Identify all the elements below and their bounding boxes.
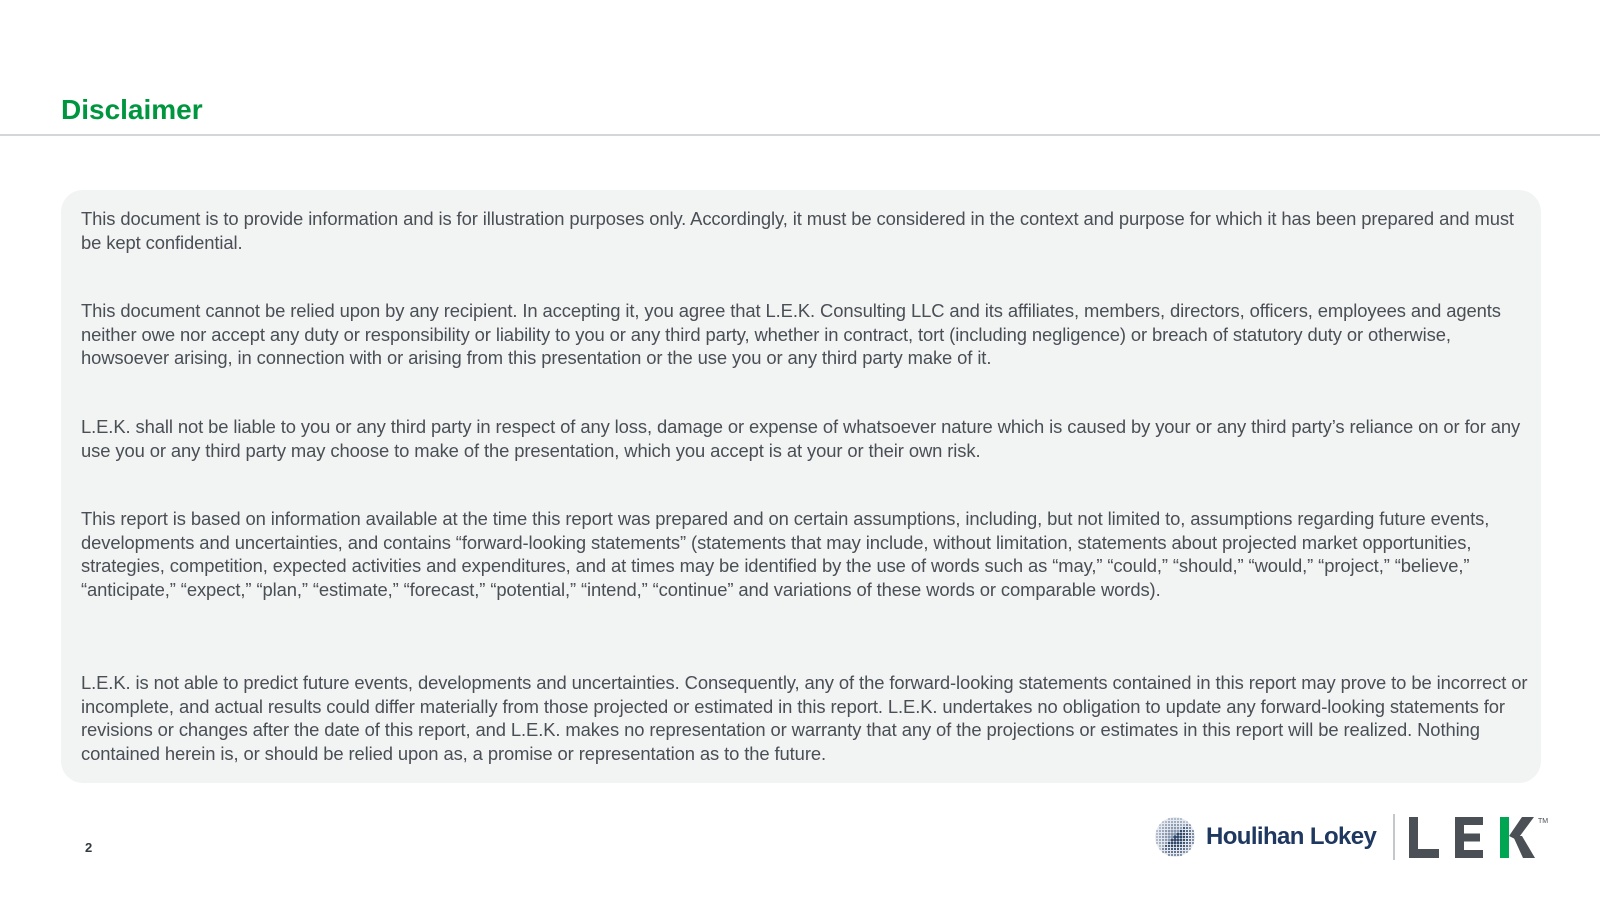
globe-dot (1174, 851, 1176, 853)
globe-dot (1180, 824, 1182, 826)
globe-dot (1159, 842, 1161, 844)
globe-dot (1165, 845, 1167, 847)
globe-dot (1186, 845, 1188, 847)
globe-dot (1171, 818, 1173, 820)
globe-dot (1168, 842, 1171, 845)
globe-dot-grid (1155, 817, 1195, 857)
disclaimer-paragraph-3: L.E.K. shall not be liable to you or any third party in respect of any loss, damage or expense of whatsoever nature which is caused by your or any third party’s reliance on or for any use you or any third party may choose to make of the presentation, which you accept is at your or their own risk. (81, 416, 1521, 461)
footer-logos (1154, 810, 1554, 866)
globe-dot (1168, 836, 1171, 839)
globe-dot (1189, 848, 1191, 850)
globe-dot (1159, 836, 1161, 838)
globe-dot (1183, 845, 1185, 847)
globe-dot (1180, 842, 1183, 845)
globe-dot (1165, 848, 1167, 850)
globe-dot (1186, 833, 1188, 835)
globe-dot (1186, 842, 1188, 844)
globe-dot (1162, 827, 1164, 829)
globe-dot (1171, 839, 1174, 842)
globe-dot (1183, 827, 1185, 829)
globe-dot (1171, 827, 1173, 829)
disclaimer-paragraph-2: This document cannot be relied upon by any recipient. In accepting it, you agree that L.E.K. Consulting LLC and its affiliates, members, directors, officers, employees and agents neither owe nor accept any duty or responsibility or liability to you or any third party, whether in contract, tort (including negligence) or breach of statutory duty or otherwise, howsoever arising, in connection with or arising from this presentation or the use you or any third party make of it. (81, 300, 1501, 369)
globe-dot (1180, 821, 1182, 823)
globe-dot (1171, 830, 1174, 833)
globe-dot (1189, 845, 1191, 847)
globe-dot (1180, 851, 1182, 853)
globe-dot (1189, 842, 1191, 844)
globe-dot (1168, 818, 1170, 820)
globe-dot (1180, 818, 1182, 820)
globe-dot (1171, 854, 1173, 856)
globe-dot (1174, 833, 1177, 836)
globe-dot (1177, 851, 1179, 853)
globe-dot (1183, 824, 1185, 826)
globe-dot (1189, 833, 1191, 835)
lek-letter-k-stem (1500, 817, 1509, 858)
globe-dot (1183, 830, 1185, 832)
globe-dot (1174, 818, 1176, 820)
globe-dot (1189, 824, 1191, 826)
globe-dot (1156, 839, 1158, 841)
globe-dot (1183, 833, 1185, 835)
globe-dot (1189, 827, 1191, 829)
globe-dot (1180, 836, 1183, 839)
globe-dot (1186, 824, 1188, 826)
globe-dot (1174, 824, 1176, 826)
lek-logo-icon (1409, 814, 1559, 862)
globe-dot (1168, 845, 1170, 847)
disclaimer-paragraph-4: This report is based on information available at the time this report was prepared and on certain assumptions, including, but not limited to, assumptions regarding future events, developments and uncertainties, and contains “forward-looking statements” (statements that may include, without limitation, statements about projected market opportunities, strategies, competition, expected activities and expenditures, and at times may be identified by the use of words such as “may,” “could,” “should,” “would,” “project,” “believe,” “anticipate,” “expect,” “plan,” “estimate,” “forecast,” “potential,” “intend,” “continue” and variations of these words or comparable words). (81, 508, 1490, 601)
globe-dot (1168, 854, 1170, 856)
lek-letter-e-bottom (1455, 850, 1483, 858)
globe-dot (1174, 848, 1176, 850)
globe-dot (1192, 830, 1194, 832)
globe-dot (1180, 830, 1183, 833)
globe-dot (1165, 836, 1167, 838)
globe-dot (1165, 839, 1167, 841)
globe-dot (1189, 830, 1191, 832)
globe-dot (1174, 845, 1176, 847)
globe-dot (1171, 842, 1174, 845)
page-number: 2 (85, 840, 93, 855)
globe-dot (1171, 848, 1173, 850)
globe-dot (1174, 821, 1176, 823)
globe-dot (1189, 836, 1191, 838)
globe-dot (1174, 854, 1176, 856)
globe-dot (1171, 833, 1174, 836)
globe-dot (1162, 851, 1164, 853)
globe-dot (1171, 824, 1173, 826)
globe-dot (1168, 851, 1170, 853)
globe-dot (1174, 839, 1177, 842)
globe-dot (1162, 845, 1164, 847)
globe-dot (1165, 827, 1167, 829)
globe-dot (1177, 824, 1179, 826)
globe-dot (1168, 833, 1171, 836)
globe-dot (1159, 830, 1161, 832)
globe-dot (1159, 824, 1161, 826)
globe-dot (1180, 839, 1183, 842)
globe-dot (1168, 830, 1171, 833)
globe-dot (1192, 839, 1194, 841)
globe-dot (1156, 836, 1158, 838)
globe-dot (1165, 824, 1167, 826)
globe-dot (1171, 821, 1173, 823)
title-divider (0, 134, 1600, 136)
globe-dot (1168, 821, 1170, 823)
globe-dot (1177, 839, 1180, 842)
globe-dot (1177, 848, 1179, 850)
globe-dot (1177, 836, 1180, 839)
globe-dot (1180, 848, 1182, 850)
globe-dot (1159, 827, 1161, 829)
globe-dot (1173, 835, 1176, 838)
globe-dot (1159, 848, 1161, 850)
globe-dot (1174, 827, 1176, 829)
globe-dot (1162, 839, 1164, 841)
disclaimer-paragraph-5: L.E.K. is not able to predict future events, developments and uncertainties. Consequently, any of the forward-looking statements contained in this report may prove to be incorrect or incomplete, and actual results could differ materially from those projected or estimated in this report. L.E.K. undertakes no obligation to update any forward-looking statements for revisions or changes after the date of this report, and L.E.K. makes no representation or warranty that any of the projections or estimates in this report will be realized. Nothing contained herein is, or should be relied upon as, a promise or representation as to the future. (81, 672, 1528, 765)
globe-dot (1177, 833, 1180, 836)
globe-dot (1159, 839, 1161, 841)
globe-dot (1162, 824, 1164, 826)
globe-dot (1177, 845, 1179, 847)
globe-dot (1177, 818, 1179, 820)
lek-letter-e-top (1455, 817, 1483, 825)
globe-dot (1162, 848, 1164, 850)
globe-dot (1186, 821, 1188, 823)
globe-dot (1177, 854, 1179, 856)
globe-dot (1186, 827, 1188, 829)
globe-dot (1162, 830, 1164, 832)
globe-icon (1154, 816, 1196, 858)
disclaimer-panel (61, 190, 1541, 783)
globe-dot (1180, 833, 1183, 836)
globe-dot (1165, 851, 1167, 853)
globe-dot (1189, 839, 1191, 841)
globe-dot (1162, 842, 1164, 844)
globe-dot (1177, 842, 1180, 845)
globe-dot (1165, 821, 1167, 823)
globe-dot (1180, 827, 1182, 829)
globe-dot (1171, 845, 1173, 847)
globe-dot (1159, 845, 1161, 847)
houlihan-lokey-wordmark: Houlihan Lokey (1206, 823, 1377, 850)
globe-dot (1183, 839, 1185, 841)
globe-dot (1168, 824, 1170, 826)
globe-dot (1168, 827, 1170, 829)
globe-dot (1180, 854, 1182, 856)
globe-dot (1168, 839, 1171, 842)
globe-dot (1186, 830, 1188, 832)
globe-dot (1162, 833, 1164, 835)
globe-dot (1180, 845, 1182, 847)
globe-dot (1156, 830, 1158, 832)
logo-divider (1393, 814, 1395, 860)
globe-dot (1165, 830, 1167, 832)
lek-letter-e-mid (1455, 834, 1480, 842)
disclaimer-paragraph-1: This document is to provide information and is for illustration purposes only. Accordingly, it must be considered in the context and purpose for which it has been prepared and must be kept confidential. (81, 208, 1514, 253)
globe-dot (1174, 842, 1177, 845)
globe-dot (1183, 821, 1185, 823)
globe-dot (1165, 842, 1167, 844)
globe-dot (1171, 851, 1173, 853)
globe-dot (1159, 833, 1161, 835)
globe-dot (1183, 842, 1185, 844)
globe-dot (1192, 842, 1194, 844)
lek-letter-l-base (1409, 849, 1439, 858)
globe-dot (1186, 836, 1188, 838)
globe-dot (1162, 821, 1164, 823)
globe-dot (1171, 836, 1174, 839)
globe-dot (1177, 821, 1179, 823)
globe-dot (1186, 851, 1188, 853)
globe-dot (1183, 836, 1185, 838)
globe-dot (1183, 848, 1185, 850)
globe-dot (1177, 830, 1180, 833)
globe-dot (1174, 830, 1177, 833)
globe-dot (1156, 842, 1158, 844)
globe-dot (1192, 836, 1194, 838)
lek-letter-k-leg (1513, 836, 1535, 858)
globe-dot (1186, 839, 1188, 841)
globe-dot (1168, 848, 1170, 850)
globe-dot (1156, 833, 1158, 835)
globe-dot (1183, 851, 1185, 853)
page-title: Disclaimer (61, 94, 203, 125)
globe-dot (1186, 848, 1188, 850)
globe-dot (1177, 827, 1179, 829)
trademark-label: TM (1538, 818, 1549, 825)
globe-dot (1162, 836, 1164, 838)
globe-dot (1192, 833, 1194, 835)
globe-dot (1165, 833, 1167, 835)
